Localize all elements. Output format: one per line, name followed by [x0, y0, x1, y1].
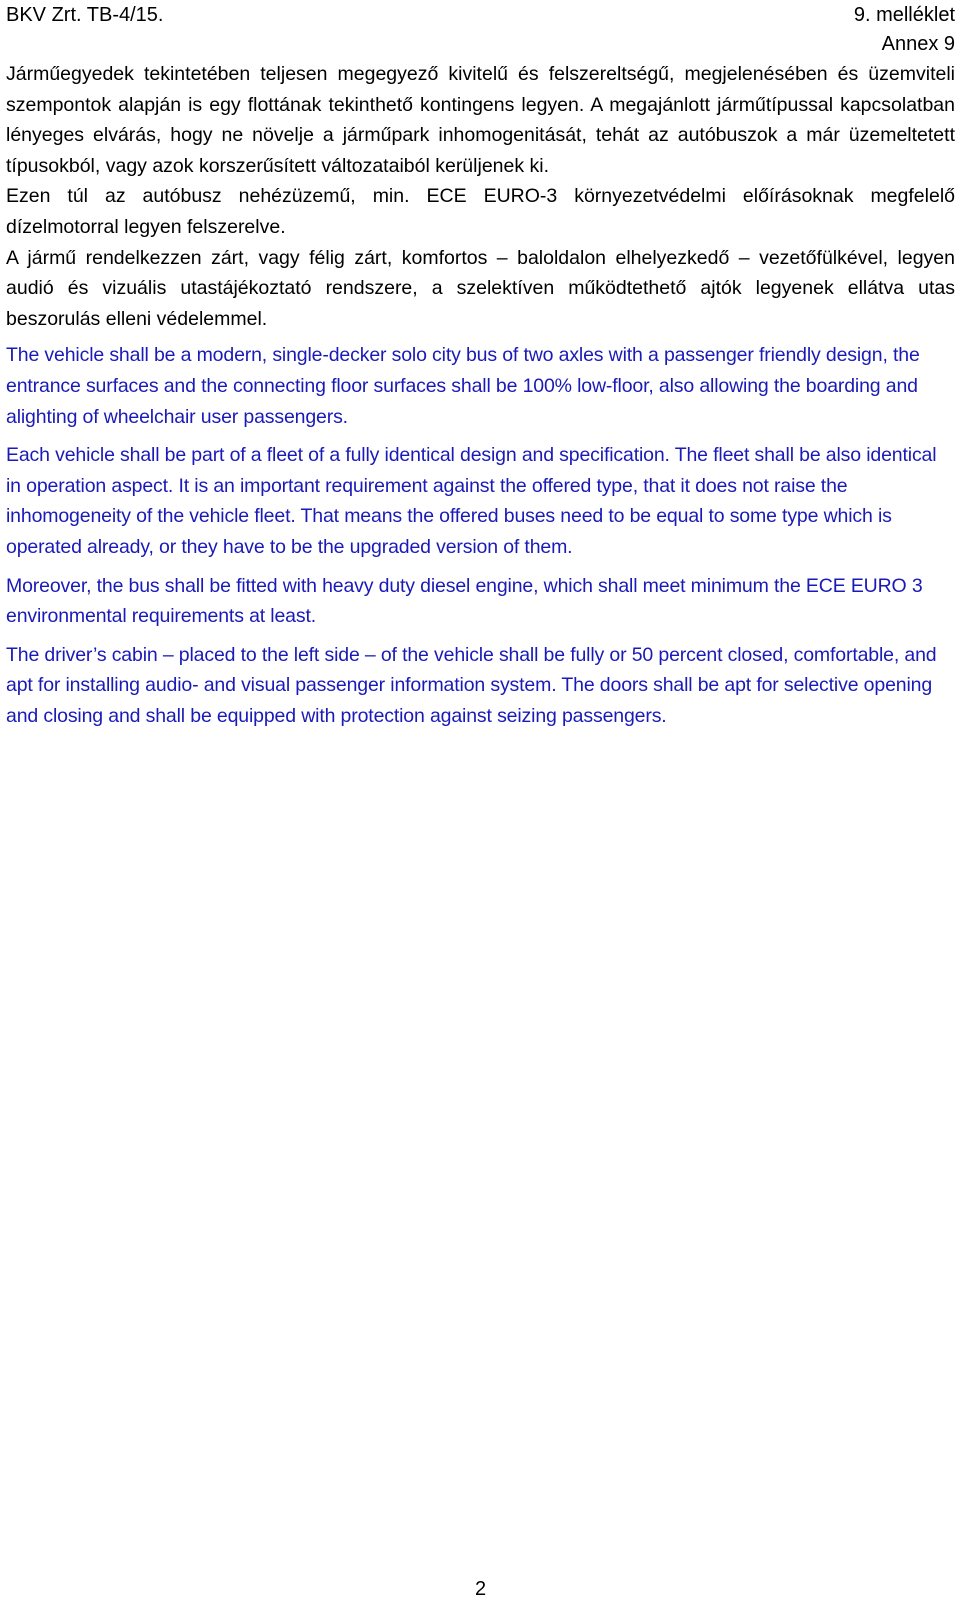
hu-paragraph-cabin: A jármű rendelkezzen zárt, vagy félig zárt, komfortos – baloldalon elhelyezkedő – vezetőfülkével, legyen audió és vizuális utastájékoztató rendszere, a szelektíven működtethető ajtók legyenek ellátva utas beszorulás elleni védelemmel.: [6, 246, 955, 330]
page-number: 2: [474, 1578, 487, 1600]
document-page: [6, 0, 955, 1612]
annex-label-en: Annex 9: [881, 33, 955, 55]
en-paragraph-fleet: Each vehicle shall be part of a fleet of a fully identical design and specification. The fleet shall be also identical in operation aspect. It is an important requirement against the offered type, that it does not raise the inhomogeneity of the vehicle fleet. That means the offered buses need to be equal to some type which is operated already, or they have to be the upgraded version of them.: [6, 444, 937, 558]
document-reference: BKV Zrt. TB-4/15.: [6, 4, 164, 26]
page-header: [6, 0, 955, 29]
hu-paragraph-engine: Ezen túl az autóbusz nehézüzemű, min. ECE EURO-3 környezetvédelmi előírásoknak megfelelő dízelmotorral legyen felszerelve.: [6, 185, 955, 238]
annex-label-hu: 9. melléklet: [853, 4, 955, 26]
en-paragraph-vehicle: The vehicle shall be a modern, single-decker solo city bus of two axles with a passenger friendly design, the entrance surfaces and the connecting floor surfaces shall be 100% low-floor, also allowing the boarding and alighting of wheelchair user passengers.: [6, 344, 920, 428]
hu-paragraph-fleet: Járműegyedek tekintetében teljesen megegyező kivitelű és felszereltségű, megjelenésében és üzemviteli szempontok alapján is egy flottának tekinthető kontingens legyen. A megajánlott járműtípussal kapcsolatban lényeges elvárás, hogy ne növelje a járműpark inhomogenitását, tehát az autóbuszok a már üzemeltetett típusokból, vagy azok korszerűsített változataiból kerüljenek ki.: [6, 63, 955, 177]
english-section: [6, 340, 955, 731]
en-paragraph-engine: Moreover, the bus shall be fitted with heavy duty diesel engine, which shall meet minimum the ECE EURO 3 environmental requirements at least.: [6, 574, 923, 628]
hungarian-section: [6, 59, 955, 334]
en-paragraph-cabin: The driver’s cabin – placed to the left side – of the vehicle shall be fully or 50 percent closed, comfortable, and apt for installing audio- and visual passenger information system. The doors shall be apt for selective opening and closing and shall be equipped with protection against seizing passengers.: [6, 643, 937, 727]
